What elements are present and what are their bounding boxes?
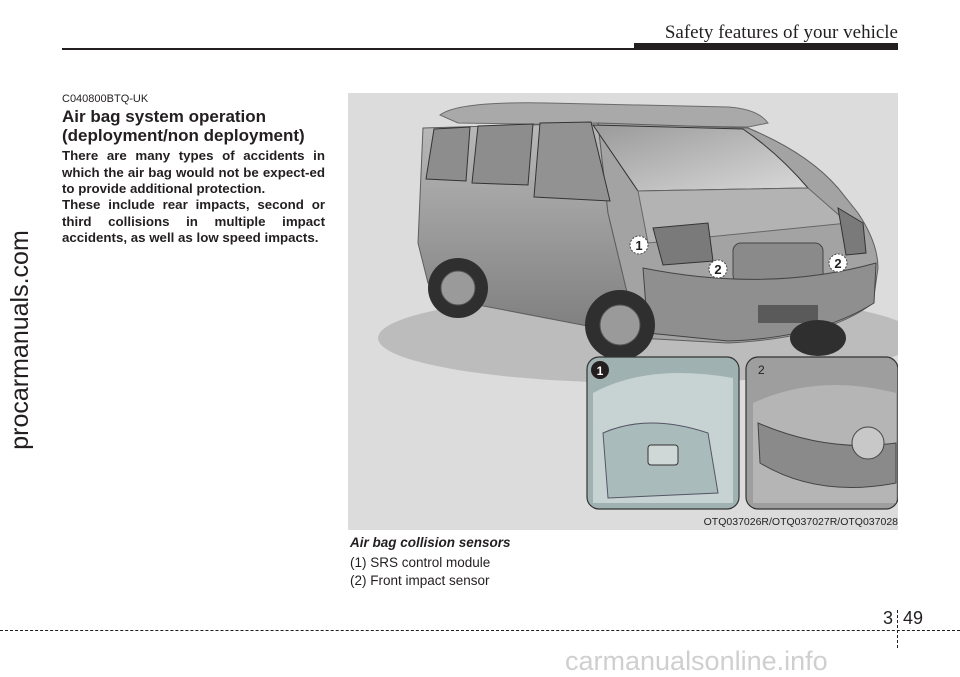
bottom-watermark: carmanualsonline.info: [565, 646, 828, 676]
page-number-separator: [897, 610, 898, 648]
legend-item-2: (2) Front impact sensor: [350, 573, 490, 588]
van-wheel-rear: [428, 258, 488, 318]
section-code: C040800BTQ-UK: [62, 93, 149, 105]
marker-2-van-right: [829, 254, 847, 272]
paragraph-2: These include rear impacts, second or third collisions in multiple impact accidents, as well as low speed impacts.: [62, 197, 325, 245]
van-headlight: [653, 223, 713, 265]
svg-text:2: 2: [834, 256, 842, 271]
header-rule: [62, 48, 898, 50]
figure-panel: [348, 93, 898, 530]
svg-text:2: 2: [758, 363, 765, 377]
marker-1-van: [630, 236, 648, 254]
svg-text:1: 1: [635, 238, 643, 253]
van-window-rear: [426, 127, 470, 181]
chapter-number: 3: [883, 608, 894, 628]
page-header-title: Safety features of your vehicle: [664, 22, 898, 43]
inset-interior: [587, 357, 739, 509]
van-illustration: [348, 93, 898, 530]
page-number: 49: [903, 608, 924, 628]
svg-text:2: 2: [714, 262, 722, 277]
figure-caption: Air bag collision sensors: [350, 535, 511, 550]
legend-item-1: (1) SRS control module: [350, 555, 491, 570]
figure-code: OTQ037026R/OTQ037027R/OTQ037028: [703, 516, 898, 528]
marker-2-van-left: [709, 260, 727, 278]
svg-text:1: 1: [596, 364, 604, 378]
van-wheel-front: [585, 290, 655, 360]
paragraph-1: There are many types of accidents in which the air bag would not be expect-ed to provide additional protection.: [62, 148, 325, 196]
inset-front-bumper: [746, 357, 898, 509]
van-wheel-right: [790, 320, 846, 356]
side-watermark: procarmanuals.com: [6, 230, 34, 450]
section-title: Air bag system operation (deployment/non deployment): [62, 107, 305, 145]
van-plate: [758, 305, 818, 323]
van-window-mid: [472, 124, 533, 185]
footer-rule: [0, 630, 960, 631]
